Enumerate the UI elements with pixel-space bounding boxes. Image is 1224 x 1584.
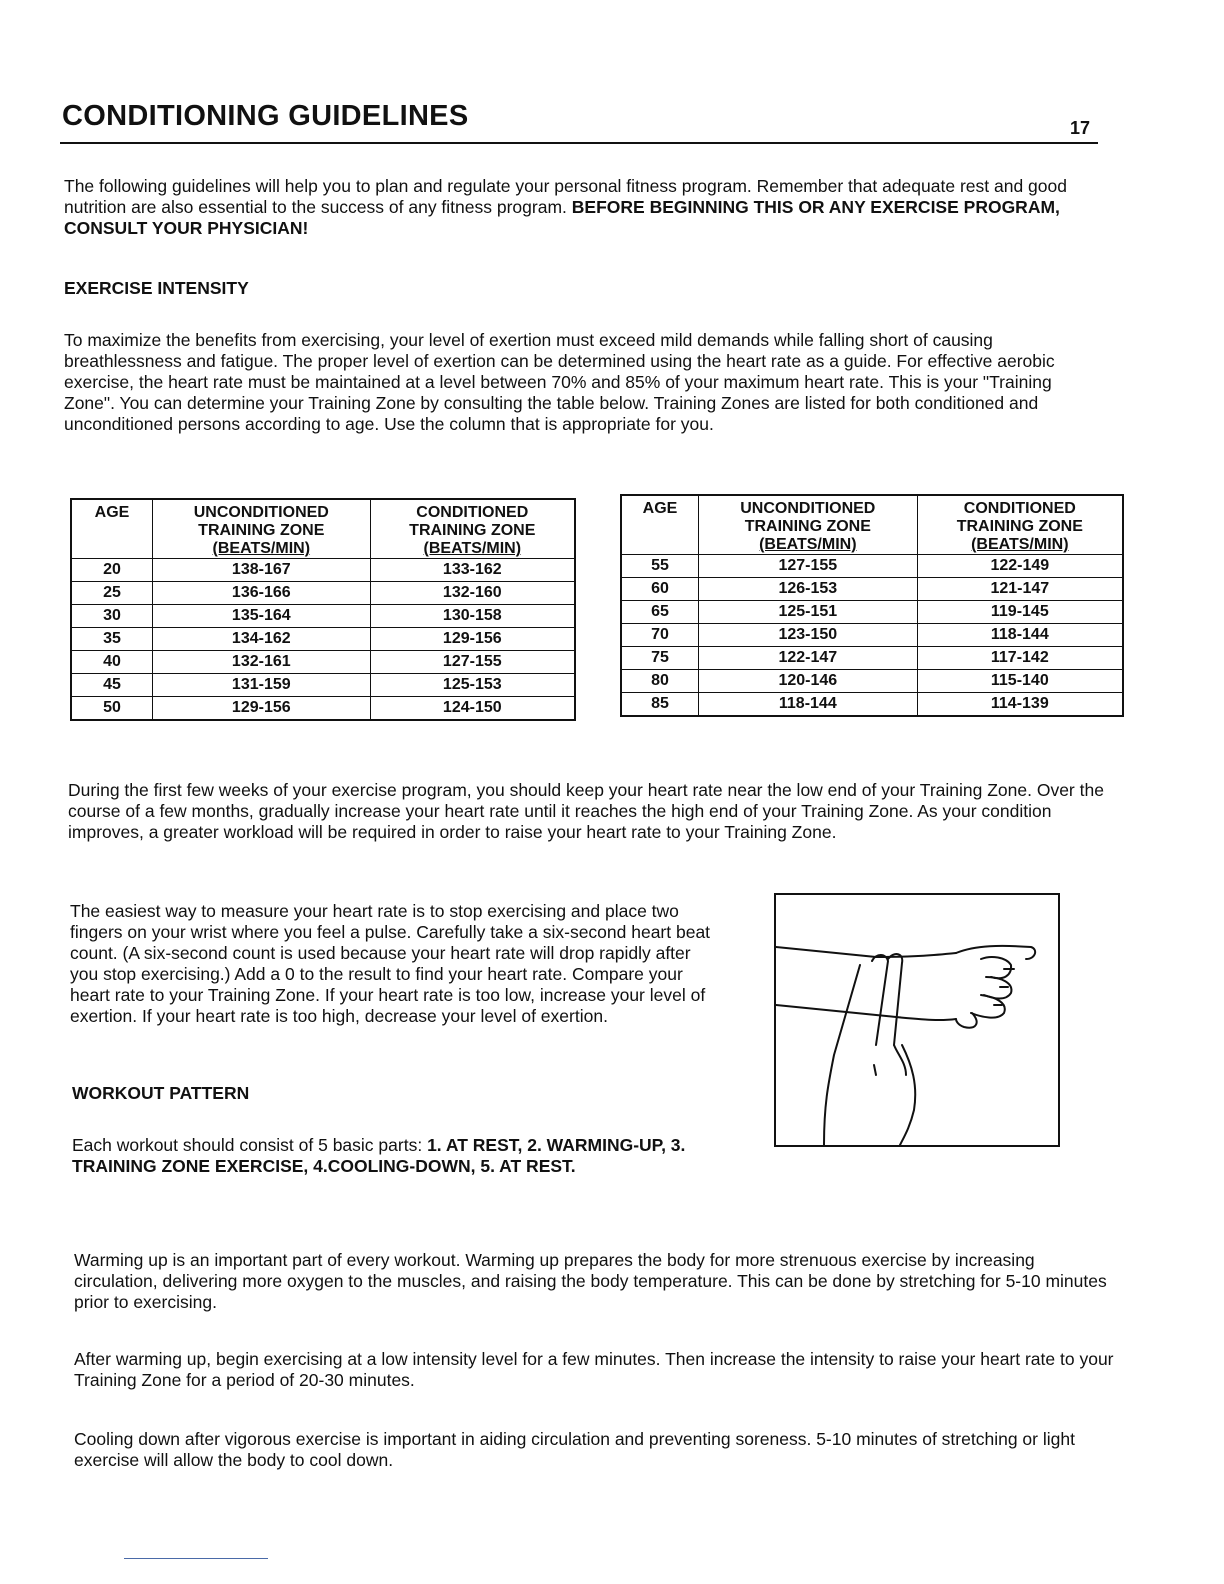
unconditioned-cell: 126-153 (699, 578, 918, 601)
pulse-illustration (774, 893, 1060, 1147)
training-zone-table-right (620, 494, 1124, 717)
age-column-header: AGE (71, 499, 153, 559)
age-cell: 85 (621, 693, 699, 717)
unconditioned-cell: 122-147 (699, 647, 918, 670)
exercise-intensity-heading: EXERCISE INTENSITY (64, 278, 249, 298)
unconditioned-cell: 138-167 (153, 559, 371, 582)
cooldown-paragraph: Cooling down after vigorous exercise is important in aiding circulation and preventing soreness. 5-10 minutes of stretching or light exercise will allow the body to cool down. (74, 1429, 1075, 1470)
unconditioned-cell: 136-166 (153, 582, 371, 605)
unconditioned-column-header (153, 499, 371, 559)
conditioned-column-header (370, 499, 575, 559)
workout-paragraph (72, 1135, 732, 1177)
unconditioned-cell: 134-162 (153, 628, 371, 651)
beats-per-min-label: (BEATS/MIN) (212, 540, 311, 557)
unconditioned-cell: 118-144 (699, 693, 918, 717)
table-row (621, 647, 1123, 670)
age-cell: 55 (621, 555, 699, 578)
training-paragraph: After warming up, begin exercising at a low intensity level for a few minutes. Then increase the intensity to raise your heart rate to your Training Zone for a period of 20-30 minutes. (74, 1349, 1114, 1390)
unconditioned-cell: 132-161 (153, 651, 371, 674)
wrist-pulse-icon (776, 895, 1058, 1145)
unconditioned-label: UNCONDITIONED (740, 500, 876, 517)
conditioned-cell: 117-142 (917, 647, 1123, 670)
physician-warning: BEFORE BEGINNING THIS OR ANY EXERCISE PROGRAM, CONSULT YOUR PHYSICIAN! (64, 197, 1060, 238)
conditioned-label: CONDITIONED (963, 500, 1076, 517)
conditioned-cell: 130-158 (370, 605, 575, 628)
intro-text: The following guidelines will help you to plan and regulate your personal fitness program. Remember that adequate rest and good nutrition are also essential to the success of any fitness program. (64, 176, 1067, 217)
training-zone-table-left (70, 498, 576, 721)
unconditioned-cell: 129-156 (153, 697, 371, 721)
age-cell: 40 (71, 651, 153, 674)
age-cell: 75 (621, 647, 699, 670)
age-cell: 70 (621, 624, 699, 647)
training-zone-label: TRAINING ZONE (744, 518, 871, 535)
unconditioned-cell: 123-150 (699, 624, 918, 647)
table-row (71, 605, 575, 628)
conditioned-cell: 125-153 (370, 674, 575, 697)
warmup-paragraph: Warming up is an important part of every workout. Warming up prepares the body for more strenuous exercise by increasing circulation, delivering more oxygen to the muscles, and raising the body temperature. This can be done by stretching for 5-10 minutes prior to exercising. (74, 1250, 1107, 1312)
conditioned-cell: 129-156 (370, 628, 575, 651)
age-column-header: AGE (621, 495, 699, 555)
unconditioned-cell: 135-164 (153, 605, 371, 628)
age-cell: 65 (621, 601, 699, 624)
table-row (71, 651, 575, 674)
measure-paragraph: The easiest way to measure your heart rate is to stop exercising and place two fingers on your wrist where you feel a pulse. Carefully take a six-second heart beat count. (A six-second count is used because your heart rate will drop rapidly after you stop exercising.) Add a 0 to the result to find your heart rate. Compare your heart rate to your Training Zone. If your heart rate is too low, increase your level of exertion. If your heart rate is too high, decrease your level of exertion. (70, 901, 711, 1026)
footer-divider (124, 1558, 268, 1559)
intro-paragraph (64, 176, 1104, 239)
age-cell: 60 (621, 578, 699, 601)
table-row (71, 697, 575, 721)
beats-per-min-label: (BEATS/MIN) (759, 536, 857, 553)
table-row (621, 693, 1123, 717)
conditioned-cell: 121-147 (917, 578, 1123, 601)
page-title: CONDITIONING GUIDELINES (62, 100, 469, 132)
conditioned-cell: 122-149 (917, 555, 1123, 578)
conditioned-cell: 118-144 (917, 624, 1123, 647)
conditioned-cell: 114-139 (917, 693, 1123, 717)
table-row (621, 601, 1123, 624)
table-row (621, 555, 1123, 578)
conditioned-cell: 115-140 (917, 670, 1123, 693)
workout-parts: 1. AT REST, 2. WARMING-UP, 3. TRAINING ZONE EXERCISE, 4.COOLING-DOWN, 5. AT REST. (72, 1135, 686, 1176)
workout-pattern-heading: WORKOUT PATTERN (72, 1083, 250, 1103)
progress-paragraph: During the first few weeks of your exercise program, you should keep your heart rate near the low end of your Training Zone. Over the course of a few months, gradually increase your heart rate until it reaches the high end of your Training Zone. As your condition improves, a greater workload will be required in order to raise your heart rate to your Training Zone. (68, 780, 1104, 842)
table-row (71, 628, 575, 651)
conditioned-cell: 119-145 (917, 601, 1123, 624)
table-row (71, 674, 575, 697)
title-divider (60, 142, 1098, 144)
unconditioned-cell: 127-155 (699, 555, 918, 578)
age-cell: 50 (71, 697, 153, 721)
age-cell: 30 (71, 605, 153, 628)
table-row (621, 624, 1123, 647)
age-cell: 35 (71, 628, 153, 651)
table-row (71, 559, 575, 582)
training-zone-label: TRAINING ZONE (409, 522, 536, 539)
table-row (621, 670, 1123, 693)
workout-intro: Each workout should consist of 5 basic parts: (72, 1135, 423, 1155)
age-cell: 25 (71, 582, 153, 605)
intensity-paragraph: To maximize the benefits from exercising, your level of exertion must exceed mild demands while falling short of causing breathlessness and fatigue. The proper level of exertion can be determined using the heart rate as a guide. For effective aerobic exercise, the heart rate must be maintained at a level between 70% and 85% of your maximum heart rate. This is your "Training Zone". You can determine your Training Zone by consulting the table below. Training Zones are listed for both conditioned and unconditioned persons according to age. Use the column that is appropriate for you. (64, 330, 1055, 434)
conditioned-label: CONDITIONED (416, 504, 529, 521)
age-cell: 80 (621, 670, 699, 693)
age-cell: 20 (71, 559, 153, 582)
conditioned-cell: 127-155 (370, 651, 575, 674)
unconditioned-cell: 120-146 (699, 670, 918, 693)
unconditioned-label: UNCONDITIONED (193, 504, 329, 521)
conditioned-cell: 124-150 (370, 697, 575, 721)
unconditioned-cell: 131-159 (153, 674, 371, 697)
conditioned-cell: 132-160 (370, 582, 575, 605)
age-cell: 45 (71, 674, 153, 697)
training-zone-label: TRAINING ZONE (198, 522, 325, 539)
training-zone-label: TRAINING ZONE (956, 518, 1083, 535)
unconditioned-column-header (699, 495, 918, 555)
table-row (621, 578, 1123, 601)
conditioned-cell: 133-162 (370, 559, 575, 582)
conditioned-column-header (917, 495, 1123, 555)
beats-per-min-label: (BEATS/MIN) (423, 540, 522, 557)
page-number: 17 (1070, 118, 1091, 138)
beats-per-min-label: (BEATS/MIN) (971, 536, 1069, 553)
unconditioned-cell: 125-151 (699, 601, 918, 624)
table-row (71, 582, 575, 605)
